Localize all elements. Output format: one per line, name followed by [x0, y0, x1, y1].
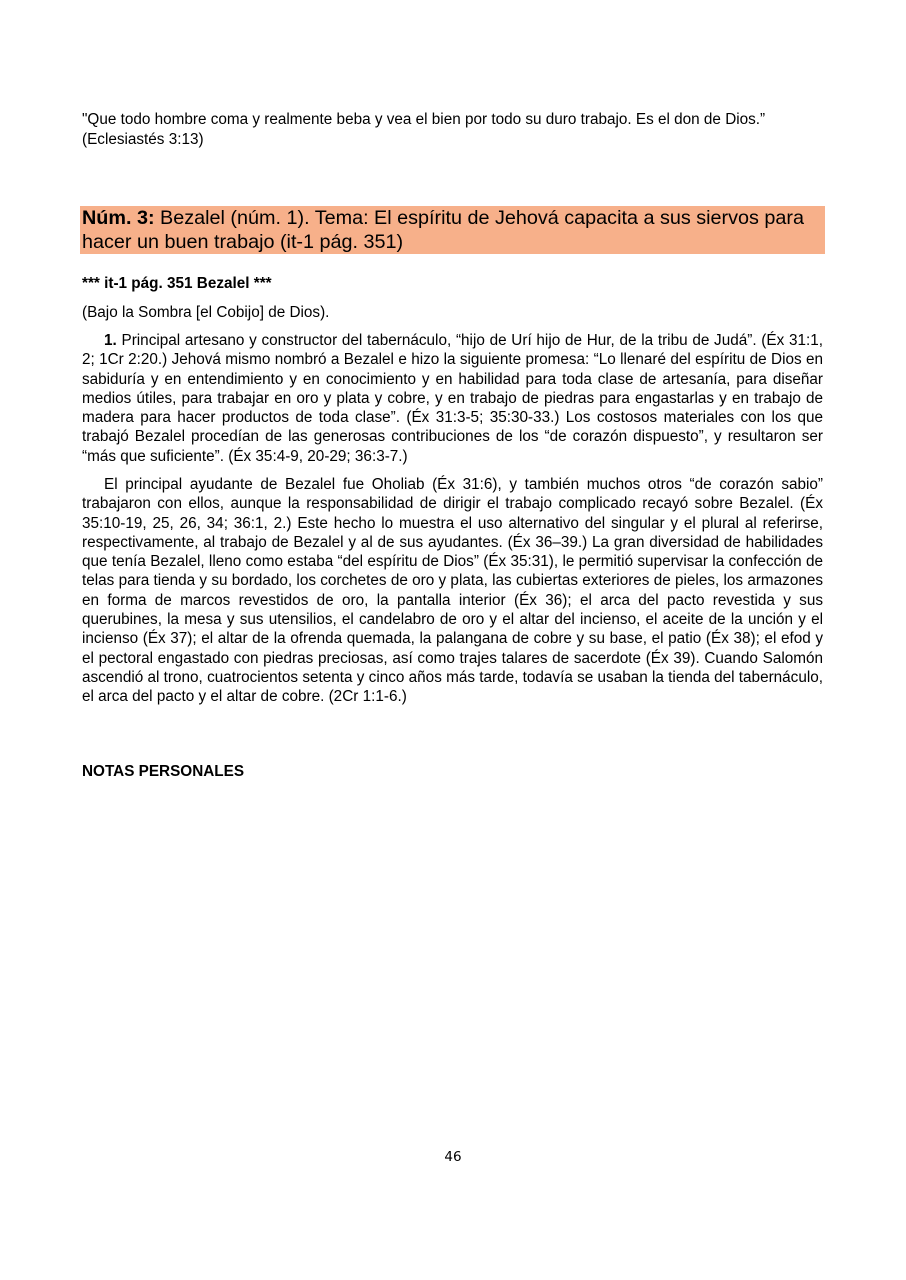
personal-notes-heading: NOTAS PERSONALES: [82, 763, 245, 780]
section-title: Bezalel (núm. 1). Tema: El espíritu de Jehová capacita a sus siervos para hacer un buen trabajo (it-1 pág. 351): [82, 207, 804, 253]
reference-subtitle: (Bajo la Sombra [el Cobijo] de Dios).: [82, 304, 330, 321]
scripture-quote: "Que todo hombre coma y realmente beba y vea el bien por todo su duro trabajo. Es el don de Dios.” (Eclesiastés 3:13): [82, 111, 766, 148]
reference-title: *** it-1 pág. 351 Bezalel ***: [82, 275, 272, 292]
paragraph-2: El principal ayudante de Bezalel fue Oholiab (Éx 31:6), y también muchos otros “de corazón sabio” trabajaron con ellos, aunque la responsabilidad de dirigir el trabajo complicado recayó sobre Bezalel. (Éx 35:10-19, 25, 26, 34; 36:1, 2.) Este hecho lo muestra el uso alternativo del singular y el plural al referirse, respectivamente, al trabajo de Bezalel y al de sus ayudantes. (Éx 36–39.) La gran diversidad de habilidades que tenía Bezalel, lleno como estaba “del espíritu de Dios” (Éx 35:31), le permitió supervisar la confección de telas para tienda y su bordado, los corchetes de oro y plata, las cubiertas exteriores de pieles, los armazones en forma de marcos revestidos de oro, la pantalla interior (Éx 36); el arca del pacto revestida y sus querubines, la mesa y sus utensilios, el candelabro de oro y el altar del incienso, el aceite de la unción y el incienso (Éx 37); el altar de la ofrenda quemada, la palangana de cobre y su base, el patio (Éx 38); el efod y el pectoral engastado con piedras preciosas, así como trajes talares de sacerdote (Éx 39). Cuando Salomón ascendió al trono, cuatrocientos setenta y cinco años más tarde, todavía se usaban la tienda del tabernáculo, el arca del pacto y el altar de cobre. (2Cr 1:1-6.): [82, 476, 823, 706]
paragraph-number: 1.: [104, 332, 117, 349]
page-number: 46: [444, 1149, 462, 1165]
paragraph-1-text: Principal artesano y constructor del tabernáculo, “hijo de Urí hijo de Hur, de la tribu de Judá”. (Éx 31:1, 2; 1Cr 2:20.) Jehová mismo nombró a Bezalel e hizo la siguiente promesa: “Lo llenaré del espíritu de Dios en sabiduría y en entendimiento y en conocimiento y en habilidad para toda clase de artesanía, para diseñar medios útiles, para trabajar en oro y plata y cobre, y en trabajo de piedras para engastarlas y en trabajo de madera para hacer productos de toda clase”. (Éx 31:3-5; 35:30-33.) Los costosos materiales con los que trabajó Bezalel procedían de las generosas contribuciones de los “de corazón dispuesto”, y resultaron ser “más que suficiente”. (Éx 35:4-9, 20-29; 36:3-7.): [82, 332, 823, 465]
section-heading: [82, 206, 824, 254]
paragraph-1: [82, 331, 823, 466]
section-number-label: Núm. 3:: [82, 207, 155, 229]
